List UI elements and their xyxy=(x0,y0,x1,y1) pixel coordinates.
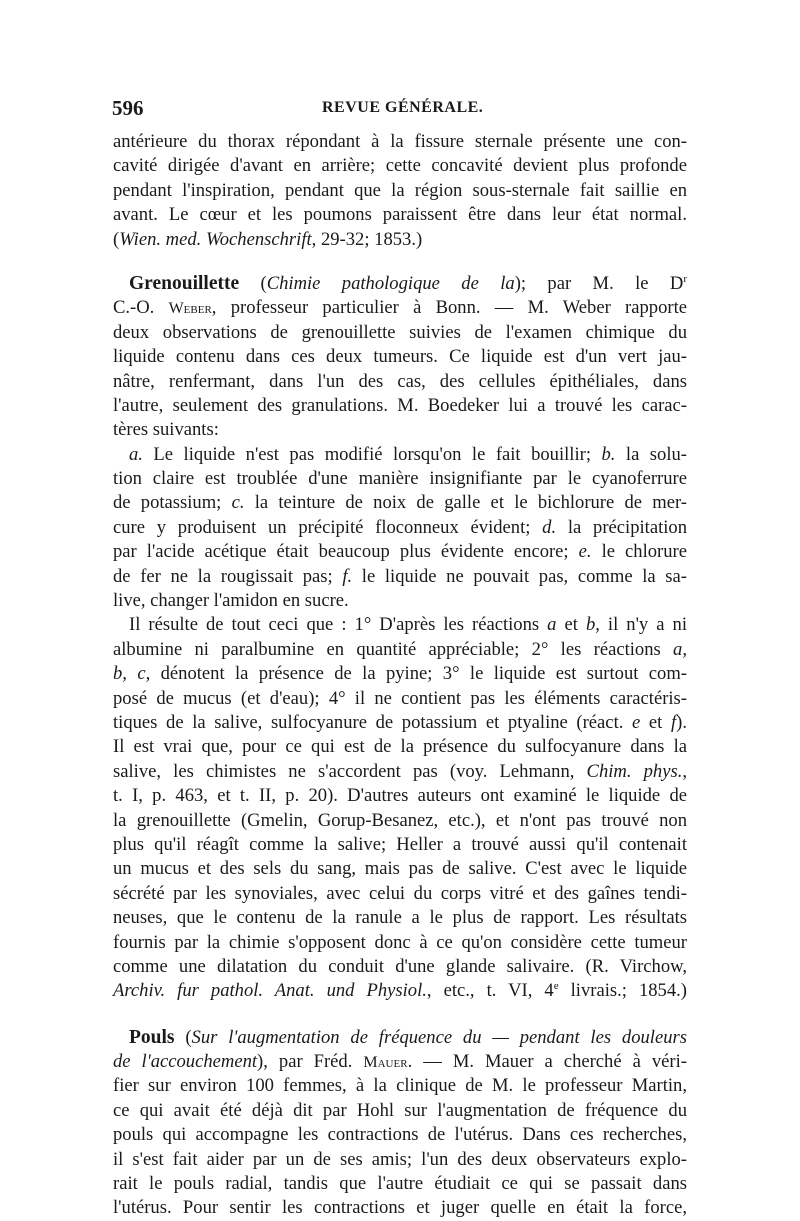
paragraph-thorax xyxy=(113,130,687,252)
item-letter: a xyxy=(547,614,557,636)
superscript: e xyxy=(553,980,559,993)
text-line xyxy=(113,443,687,467)
page-header xyxy=(112,96,687,122)
text: . — M. Mauer a cherché à véri- xyxy=(407,1051,687,1073)
text: ( xyxy=(174,1026,192,1048)
text-line xyxy=(113,760,687,784)
text: C.-O. xyxy=(113,297,169,319)
text: la précipitation xyxy=(556,516,687,538)
text: Il résulte de tout ceci que : 1° D'après les réactions xyxy=(129,614,548,636)
italic-text: Chimie pathologique de la xyxy=(266,272,515,294)
item-letter: c. xyxy=(231,492,245,514)
text: dénotent la présence de la pyine; 3° le liquide est surtout com- xyxy=(150,663,687,685)
text: de fer ne la rougissait pas; xyxy=(113,565,343,587)
item-letter: d. xyxy=(542,516,557,538)
text: ( xyxy=(239,272,267,294)
text: ); par M. le D xyxy=(514,272,684,294)
text: , 29-32; 1853.) xyxy=(311,228,423,250)
article-heading: Pouls xyxy=(129,1026,175,1048)
italic-text: Sur l'augmentation de fréquence du — pendant les douleurs xyxy=(191,1026,687,1048)
text-line xyxy=(113,711,687,735)
text-line: l'autre, seulement des granulations. M. Boedeker lui a trouvé les carac- xyxy=(113,394,687,416)
text-line: plus qu'il réagît comme la salive; Heller a trouvé aussi qu'il contenait xyxy=(113,833,687,855)
text-line: pendant l'inspiration, pendant que la région sous-sternale fait saillie en xyxy=(113,179,687,201)
text: cure y produisent un précipité floconneux évident; xyxy=(113,516,543,538)
item-letter: e. xyxy=(578,541,592,563)
text-line: avant. Le cœur et les poumons paraissent être dans leur état normal. xyxy=(113,204,687,226)
text: , professeur particulier à Bonn. — M. Weber rapporte xyxy=(211,297,687,319)
text: la solu- xyxy=(615,443,687,465)
text-line: la grenouillette (Gmelin, Gorup-Besanez, etc.), et n'ont pas trouvé non xyxy=(113,809,687,831)
text-line: t. I, p. 463, et t. II, p. 20). D'autres auteurs ont examiné le liquide de xyxy=(113,785,687,807)
text-line xyxy=(113,491,687,515)
text: Le liquide n'est pas modifié lorsqu'on le fait bouillir; xyxy=(142,443,602,465)
text-line: cavité dirigée d'avant en arrière; cette concavité devient plus profonde xyxy=(113,155,687,177)
text: et xyxy=(556,614,586,636)
text-line: tion claire est troublée d'une manière insignifiante par le cyanoferrure xyxy=(113,468,687,490)
italic-text: de l'accouchement xyxy=(113,1051,258,1073)
text-line: nâtre, renfermant, dans l'un des cas, des cellules épithéliales, dans xyxy=(113,370,687,392)
running-title: REVUE GÉNÉRALE. xyxy=(322,99,484,116)
text-line: rait le pouls radial, tandis que l'autre étudiait ce qui se passait dans xyxy=(113,1173,687,1195)
item-letter: a, xyxy=(673,638,687,660)
body-text xyxy=(113,130,687,1221)
text-line xyxy=(113,638,687,662)
article-heading: Grenouillette xyxy=(129,272,240,294)
text: albumine ni paralbumine en quantité appréciable; 2° les réactions xyxy=(113,638,674,660)
item-letter: b xyxy=(585,614,596,636)
text: la teinture de noix de galle et le bichlorure de mer- xyxy=(244,492,687,514)
author-name: Mauer xyxy=(363,1054,408,1072)
text-line: ce qui avait été déjà dit par Hohl sur l'augmentation de fréquence du xyxy=(113,1099,687,1121)
article-heading-line xyxy=(113,272,687,296)
text-line xyxy=(113,516,687,540)
journal-title: Archiv. fur pathol. Anat. und Physiol. xyxy=(113,980,427,1002)
article-heading-line xyxy=(113,1026,687,1050)
text: , etc., t. VI, 4 xyxy=(426,980,554,1002)
text-line: tères suivants: xyxy=(113,419,219,441)
text: par l'acide acétique était beaucoup plus évidente encore; xyxy=(113,541,579,563)
text-line: posé de mucus (et d'eau); 4° il ne contient pas les éléments caractéris- xyxy=(113,687,687,709)
text-line xyxy=(113,565,687,589)
text: ( xyxy=(113,228,120,250)
text: de potassium; xyxy=(113,492,232,514)
journal-title: Wien. med. Wochenschrift xyxy=(119,228,312,250)
item-letter: a. xyxy=(129,443,143,465)
text-line: live, changer l'amidon en sucre. xyxy=(113,590,349,612)
superscript: r xyxy=(683,272,687,285)
text: livrais.; 1854.) xyxy=(558,980,687,1002)
text: salive, les chimistes ne s'accordent pas (voy. Lehmann, xyxy=(113,760,587,782)
text-line: neuses, que le contenu de la ranule a le plus de rapport. Les résultats xyxy=(113,907,687,929)
text-line: pouls qui accompagne les contractions de l'utérus. Dans ces recherches, xyxy=(113,1124,687,1146)
item-letter: b. xyxy=(601,443,616,465)
page-number: 596 xyxy=(112,96,144,120)
text: ), par Fréd. xyxy=(257,1051,364,1073)
item-letter: e xyxy=(632,711,641,733)
citation-title: Chim. phys., xyxy=(586,760,687,782)
item-letter: b, c, xyxy=(113,663,151,685)
text: , il n'y a ni xyxy=(595,614,688,636)
text-line xyxy=(113,1050,687,1074)
text: tiques de la salive, sulfocyanure de potassium et ptyaline (réact. xyxy=(113,711,633,733)
item-letter: f xyxy=(670,711,677,733)
text: et xyxy=(640,711,671,733)
text: le chlorure xyxy=(591,541,687,563)
text-line xyxy=(113,613,687,637)
citation-line xyxy=(113,979,687,1003)
text: ). xyxy=(676,711,687,733)
text-line: Il est vrai que, pour ce qui est de la présence du sulfocyanure dans la xyxy=(113,736,687,758)
text-line: antérieure du thorax répondant à la fissure sternale présente une con- xyxy=(113,131,687,152)
text-line: il s'est fait aider par un de ses amis; l'un des deux observateurs explo- xyxy=(113,1148,687,1170)
citation-line xyxy=(113,228,687,252)
text-line xyxy=(113,540,687,564)
author-name: Weber xyxy=(168,300,212,318)
text-line: fier sur environ 100 femmes, à la clinique de M. le professeur Martin, xyxy=(113,1075,687,1097)
item-letter: f. xyxy=(342,565,353,587)
text-line: sécrété par les synoviales, avec celui du corps vitré et des gaînes tendi- xyxy=(113,882,687,904)
article-pouls xyxy=(113,1026,687,1221)
text: le liquide ne pouvait pas, comme la sa- xyxy=(352,565,687,587)
text-line: deux observations de grenouillette suivies de l'examen chimique du xyxy=(113,321,687,343)
article-grenouillette xyxy=(113,272,687,1004)
text-line: l'utérus. Pour sentir les contractions et juger quelle en était la force, xyxy=(113,1197,687,1219)
text-line: fournis par la chimie s'opposent donc à ce qu'on considère cette tumeur xyxy=(113,931,687,953)
text-line: liquide contenu dans ces deux tumeurs. Ce liquide est d'un vert jau- xyxy=(113,346,687,368)
text-line: comme une dilatation du conduit d'une glande salivaire. (R. Virchow, xyxy=(113,955,687,977)
text-line: un mucus et des sels du sang, mais pas de salive. C'est avec le liquide xyxy=(113,858,687,880)
text-line xyxy=(113,662,687,686)
text-line xyxy=(113,296,687,320)
